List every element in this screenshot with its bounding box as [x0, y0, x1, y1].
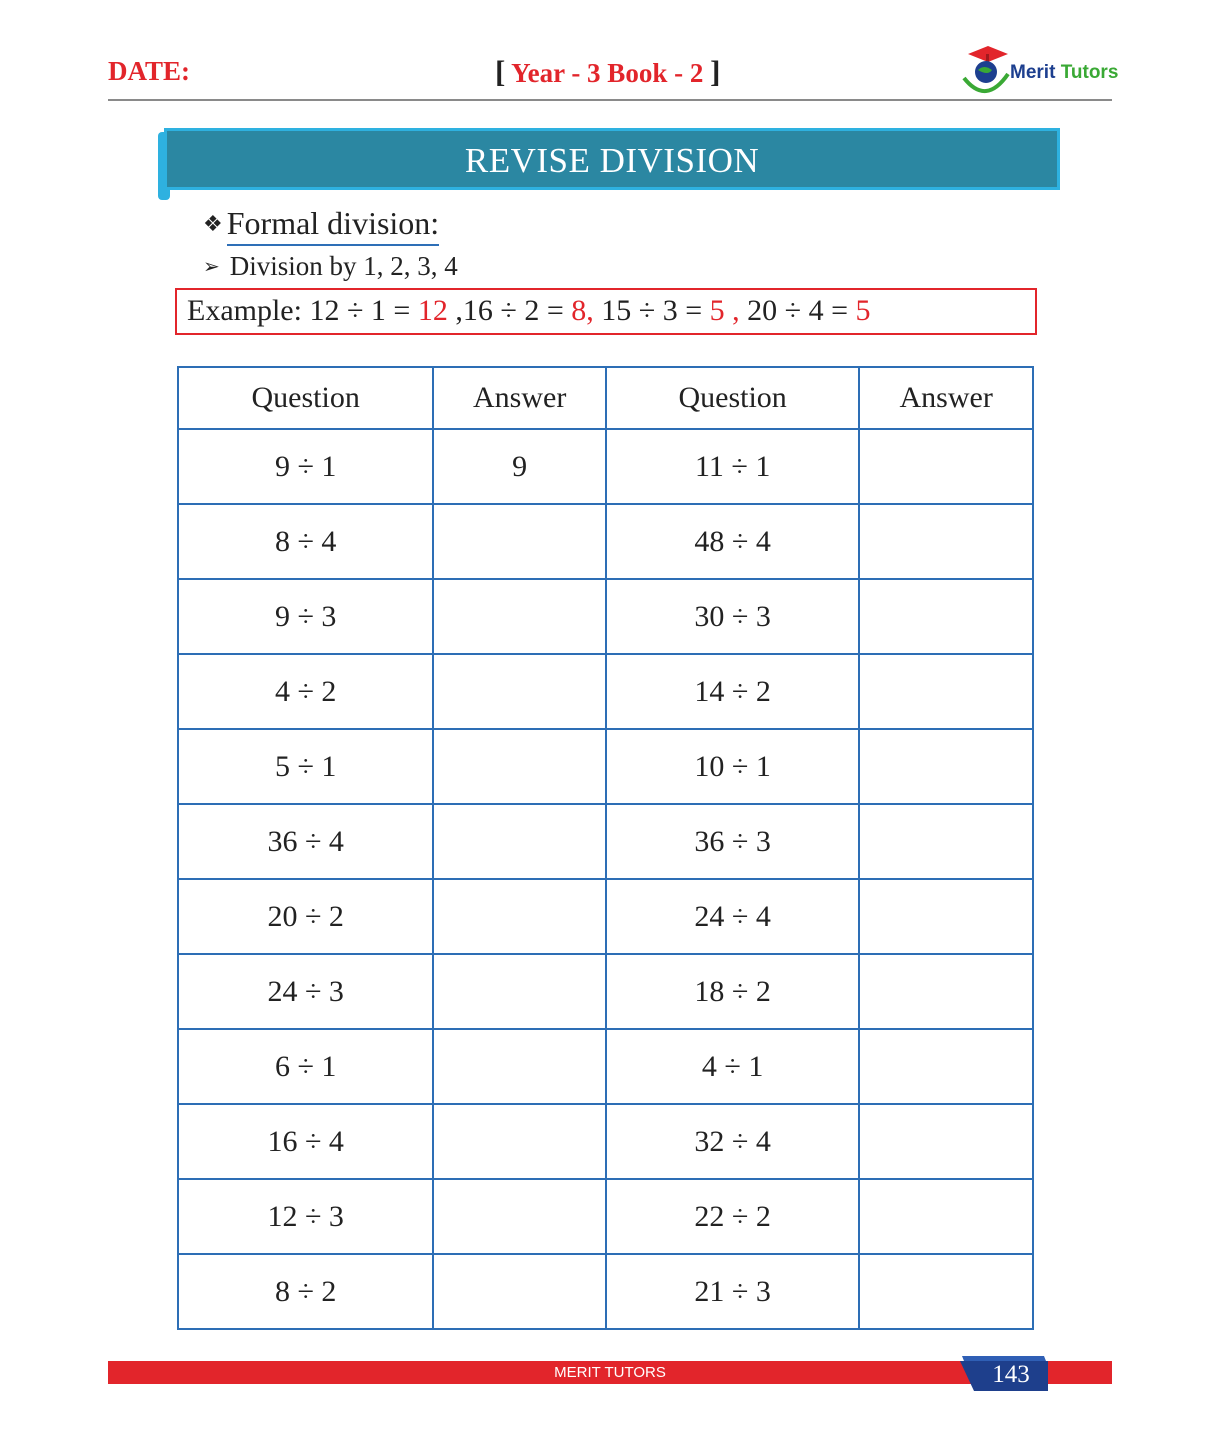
example-answer-2: 8,: [571, 294, 594, 327]
answer-cell[interactable]: [433, 954, 606, 1029]
question-cell: 4 ÷ 2: [178, 654, 433, 729]
example-answer-3: 5 ,: [709, 294, 740, 327]
question-cell: 11 ÷ 1: [606, 429, 859, 504]
question-cell: 32 ÷ 4: [606, 1104, 859, 1179]
answer-cell[interactable]: [433, 1179, 606, 1254]
section-subheading-text: Division by 1, 2, 3, 4: [229, 251, 458, 281]
diamond-bullet-icon: ❖: [203, 211, 223, 236]
merit-tutors-logo: [958, 42, 1118, 102]
answer-cell[interactable]: [433, 1104, 606, 1179]
answer-cell[interactable]: [859, 1254, 1033, 1329]
question-cell: 48 ÷ 4: [606, 504, 859, 579]
question-cell: 24 ÷ 4: [606, 879, 859, 954]
question-cell: 24 ÷ 3: [178, 954, 433, 1029]
page-number: 143: [992, 1361, 1030, 1388]
header-divider: [108, 99, 1112, 101]
answer-cell[interactable]: [433, 879, 606, 954]
logo-text: Merit Tutors: [1010, 62, 1119, 83]
answer-cell[interactable]: [859, 804, 1033, 879]
bracket-close: ]: [710, 54, 721, 89]
question-cell: 22 ÷ 2: [606, 1179, 859, 1254]
table-row: [178, 729, 1033, 804]
table-row: [178, 1254, 1033, 1329]
question-cell: 4 ÷ 1: [606, 1029, 859, 1104]
table-row: [178, 429, 1033, 504]
page-number-badge: [960, 1355, 1050, 1391]
answer-cell[interactable]: [433, 654, 606, 729]
answer-cell[interactable]: [433, 1254, 606, 1329]
division-table: [177, 366, 1034, 1330]
table-row: [178, 579, 1033, 654]
graduation-globe-icon: [958, 42, 1014, 102]
column-header: Question: [178, 367, 433, 429]
example-box: Example: 12 ÷ 1 = 12 ,16 ÷ 2 = 8, 15 ÷ 3 = 5 , 20 ÷ 4 = 5: [175, 288, 1037, 335]
table-row: [178, 804, 1033, 879]
question-cell: 16 ÷ 4: [178, 1104, 433, 1179]
question-cell: 20 ÷ 2: [178, 879, 433, 954]
answer-cell[interactable]: [859, 729, 1033, 804]
answer-cell[interactable]: [433, 1029, 606, 1104]
table-row: [178, 1179, 1033, 1254]
answer-cell[interactable]: [859, 1179, 1033, 1254]
answer-cell[interactable]: [433, 579, 606, 654]
question-cell: 36 ÷ 4: [178, 804, 433, 879]
table-row: [178, 879, 1033, 954]
page-title: REVISE DIVISION: [464, 141, 760, 180]
book-title-text: Year - 3 Book - 2: [511, 58, 704, 88]
answer-cell[interactable]: 9: [433, 429, 606, 504]
question-cell: 8 ÷ 2: [178, 1254, 433, 1329]
question-cell: 8 ÷ 4: [178, 504, 433, 579]
date-label: DATE:: [108, 56, 191, 86]
question-cell: 6 ÷ 1: [178, 1029, 433, 1104]
column-header: Answer: [859, 367, 1033, 429]
answer-cell[interactable]: [859, 429, 1033, 504]
question-cell: 21 ÷ 3: [606, 1254, 859, 1329]
question-cell: 30 ÷ 3: [606, 579, 859, 654]
question-cell: 9 ÷ 3: [178, 579, 433, 654]
answer-cell[interactable]: [859, 654, 1033, 729]
answer-cell[interactable]: [859, 1104, 1033, 1179]
question-cell: 36 ÷ 3: [606, 804, 859, 879]
answer-cell[interactable]: [433, 804, 606, 879]
question-cell: 18 ÷ 2: [606, 954, 859, 1029]
column-header: Question: [606, 367, 859, 429]
section-subheading: [203, 251, 458, 282]
question-cell: 5 ÷ 1: [178, 729, 433, 804]
table-row: [178, 654, 1033, 729]
answer-cell[interactable]: [859, 579, 1033, 654]
column-header: Answer: [433, 367, 606, 429]
question-cell: 14 ÷ 2: [606, 654, 859, 729]
answer-cell[interactable]: [859, 1029, 1033, 1104]
answer-cell[interactable]: [859, 954, 1033, 1029]
example-answer-1: 12: [417, 294, 448, 327]
section-heading-text: Formal division:: [227, 205, 439, 246]
table-row: [178, 504, 1033, 579]
arrow-bullet-icon: ➢: [203, 256, 220, 278]
answer-cell[interactable]: [859, 504, 1033, 579]
table-row: [178, 1104, 1033, 1179]
bracket-open: [: [495, 54, 506, 89]
table-row: [178, 954, 1033, 1029]
footer-brand: MERIT TUTORS: [554, 1364, 666, 1381]
answer-cell[interactable]: [433, 729, 606, 804]
table-row: [178, 1029, 1033, 1104]
book-title: [495, 54, 720, 90]
question-cell: 9 ÷ 1: [178, 429, 433, 504]
example-answer-4: 5: [855, 294, 871, 327]
question-cell: 12 ÷ 3: [178, 1179, 433, 1254]
answer-cell[interactable]: [859, 879, 1033, 954]
question-cell: 10 ÷ 1: [606, 729, 859, 804]
section-heading: [203, 205, 439, 242]
title-banner: [158, 128, 1060, 190]
table-header-row: [178, 367, 1033, 429]
answer-cell[interactable]: [433, 504, 606, 579]
